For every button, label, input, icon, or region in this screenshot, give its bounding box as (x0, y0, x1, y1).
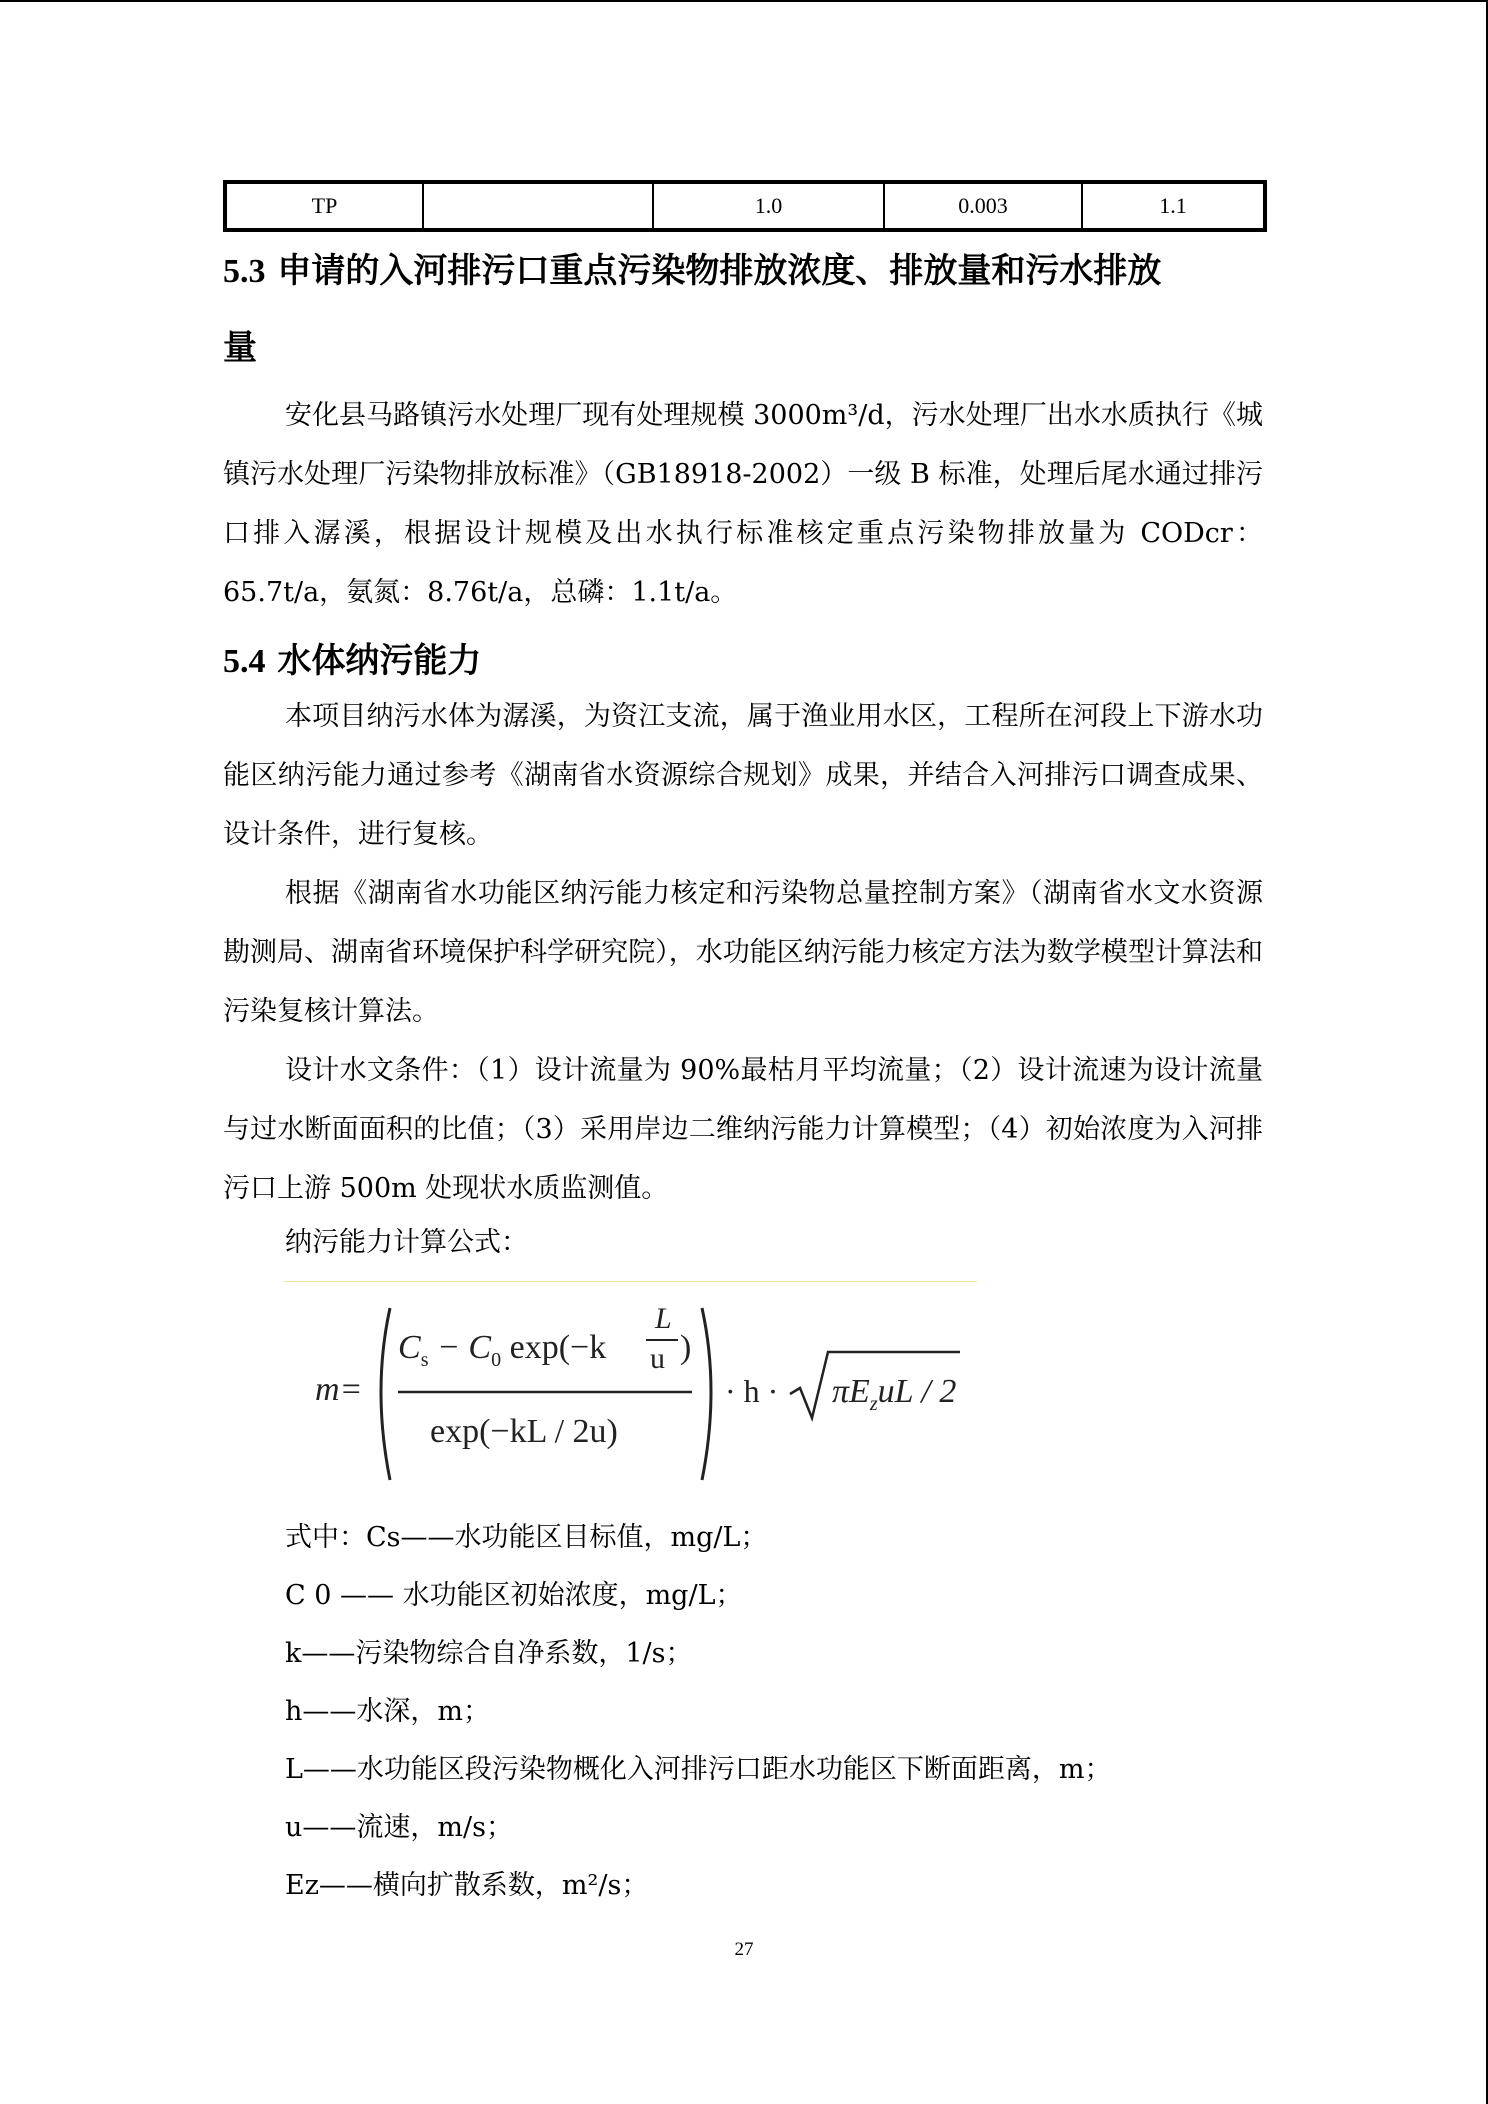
definition-line: Ez——横向扩散系数，m²/s； (285, 1870, 649, 1901)
formula-close-paren: ) (680, 1329, 692, 1366)
table-cell: 1.1 (1082, 182, 1265, 230)
page-border-top (0, 0, 1488, 2)
separator-line (283, 1281, 977, 1282)
table-cell: 1.0 (653, 182, 884, 230)
table-row (225, 182, 1265, 230)
table-cell: TP (225, 182, 423, 230)
definition-line: u——流速，m/s； (285, 1812, 513, 1843)
formula-denominator: exp(−kL / 2u) (430, 1413, 618, 1450)
table-cell: 0.003 (884, 182, 1082, 230)
right-paren (702, 1308, 711, 1480)
heading-number: 5.3 (223, 253, 266, 290)
formula-tail: · h · (725, 1373, 779, 1409)
heading-text: 水体纳污能力 (277, 641, 482, 681)
definition-line: C 0 —— 水功能区初始浓度，mg/L； (285, 1580, 743, 1611)
section-heading-5-3 (223, 230, 1273, 313)
definition-line: k——污染物综合自净系数，1/s； (285, 1638, 693, 1669)
paragraph-receiving-water: 本项目纳污水体为潺溪，为资江支流，属于渔业用水区，工程所在河段上下游水功能区纳污能力通过参考《湖南省水资源综合规划》成果，并结合入河排污口调查成果、设计条件，进行复核。 (223, 701, 1263, 850)
formula-label: 纳污能力计算公式： (285, 1227, 528, 1258)
paragraph-conditions: 设计水文条件：（1）设计流量为 90%最枯月平均流量；（2）设计流速为设计流量与过水断面面积的比值；（3）采用岸边二维纳污能力计算模型；（4）初始浓度为入河排污口上游 500m 处现状水质监测值。 (223, 1055, 1263, 1204)
heading-number: 5.4 (223, 643, 266, 680)
paragraph-method: 根据《湖南省水功能区纳污能力核定和污染物总量控制方案》（湖南省水文水资源勘测局、湖南省环境保护科学研究院），水功能区纳污能力核定方法为数学模型计算法和污染复核计算法。 (223, 878, 1263, 1027)
capacity-formula (300, 1290, 980, 1490)
formula-numerator: $C_s - C_0$ exp(−k (398, 1329, 607, 1371)
fraction-L: L (655, 1302, 672, 1335)
heading-text: 申请的入河排污口重点污染物排放浓度、排放量和污水排放 (277, 251, 1162, 291)
definition-line: 式中：Cs——水功能区目标值，mg/L； (285, 1522, 768, 1553)
fraction-u: u (650, 1342, 665, 1375)
pollutant-table (223, 180, 1267, 232)
formula-m: m= (315, 1371, 363, 1408)
left-paren (381, 1308, 390, 1480)
page-number: 27 (734, 1939, 754, 1960)
paragraph-discharge: 安化县马路镇污水处理厂现有处理规模 3000m³/d，污水处理厂出水水质执行《城镇污水处理厂污染物排放标准》（GB18918-2002）一级 B 标准，处理后尾水通过排污口排入潺溪，根据设计规模及出水执行标准核定重点污染物排放量为 CODcr：65.7t/a，氨氮：8.76t/a，总磷：1.1t/a。 (223, 400, 1263, 608)
table-cell (423, 182, 653, 230)
definition-line: h——水深，m； (285, 1696, 490, 1727)
definition-line: L——水功能区段污染物概化入河排污口距水功能区下断面距离，m； (285, 1754, 1112, 1785)
sqrt-body: $\pi E_zuL / 2$ (832, 1373, 957, 1415)
section-heading-5-3-cont: 量 (223, 328, 257, 368)
